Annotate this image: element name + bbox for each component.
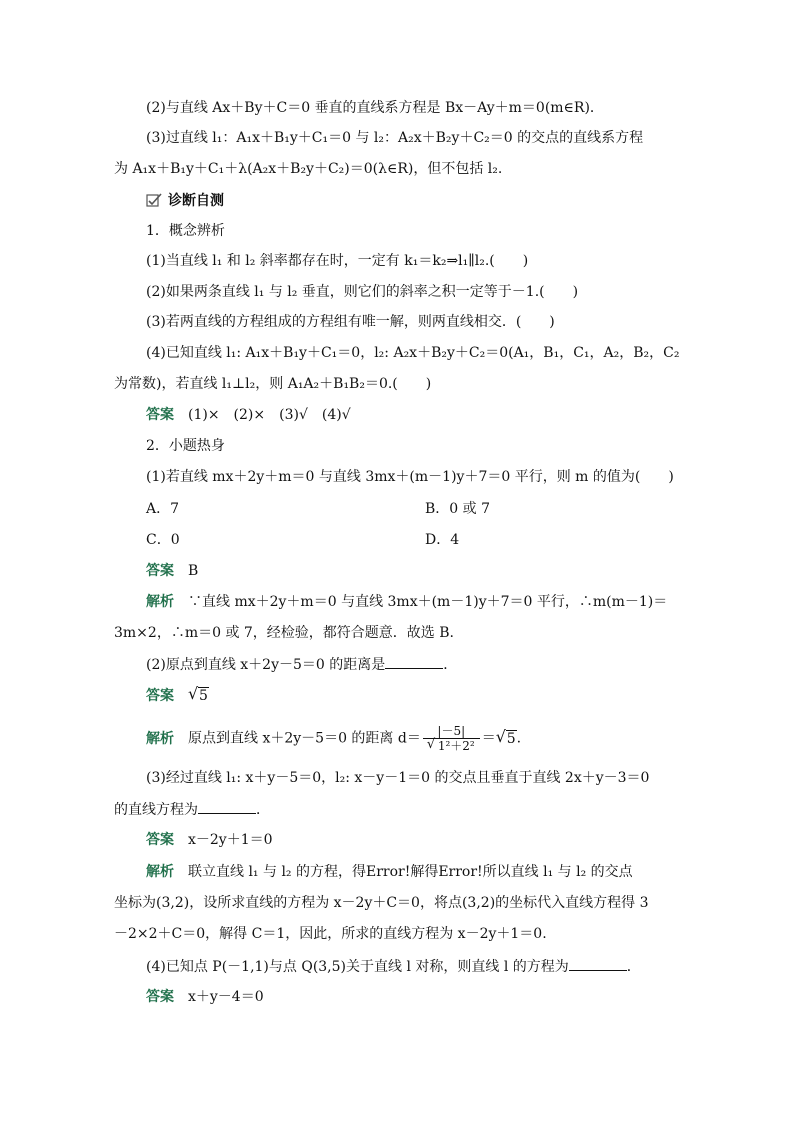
q1-item-4b: 为常数)，若直线 l₁⊥l₂，则 A₁A₂＋B₁B₂＝0.( ) — [114, 376, 432, 392]
stem-text: (4)已知点 P(－1,1)与点 Q(3,5)关于直线 l 对称，则直线 l 的方程为 — [146, 959, 569, 975]
q2-p3-answer — [146, 830, 273, 850]
q2-p3-analysis-2: 坐标为(3,2)，设所求直线的方程为 x－2y＋C＝0，将点(3,2)的坐标代入直线方程得 3 — [114, 895, 649, 911]
answer-label: 答案 — [146, 989, 174, 1005]
q2-title: 2．小题热身 — [146, 438, 225, 454]
q1-item-4a: (4)已知直线 l₁: A₁x＋B₁y＋C₁＝0，l₂: A₂x＋B₂y＋C₂＝0(A₁，B₁，C₁，A₂，B₂，C₂ — [146, 345, 680, 361]
analysis-label: 解析 — [146, 730, 174, 747]
option-b: B．0 或 7 — [425, 501, 491, 517]
answer-blank — [569, 956, 627, 971]
analysis-text: 联立直线 l₁ 与 l₂ 的方程，得Error!解得Error!所以直线 l₁ 与 l₂ 的交点 — [188, 864, 633, 880]
option-d: D．4 — [425, 532, 460, 548]
analysis-pre: 原点到直线 x＋2y－5＝0 的距离 d＝ — [188, 730, 421, 747]
stem-end: ． — [443, 657, 458, 673]
analysis-end: . — [516, 730, 522, 747]
intro-line-3b: 为 A₁x＋B₁y＋C₁＋λ(A₂x＋B₂y＋C₂)＝0(λ∈R)，但不包括 l₂. — [114, 161, 503, 177]
stem-end: ． — [256, 802, 270, 818]
q2-p3-analysis-3: －2×2＋C＝0，解得 C＝1，因此，所求的直线方程为 x－2y＋1＝0. — [114, 926, 547, 942]
sqrt-answer: √ 5 — [188, 684, 208, 704]
answer-text: x－2y＋1＝0 — [188, 832, 273, 848]
q2-p4-answer — [146, 987, 264, 1007]
q2-p2-analysis — [146, 724, 521, 753]
q2-p1-analysis-1 — [146, 592, 667, 612]
stem-end: ． — [626, 959, 641, 975]
answer-text: x＋y－4＝0 — [188, 989, 264, 1005]
q2-p1-analysis-2: 3m×2，∴m＝0 或 7，经检验，都符合题意．故选 B. — [114, 625, 454, 641]
answer-blank — [198, 799, 256, 814]
section-header — [146, 190, 224, 210]
answer-label: 答案 — [146, 688, 174, 704]
distance-fraction: |－5| √ 1²＋2² — [423, 724, 480, 753]
q1-answer — [146, 405, 351, 425]
q2-p3-stem-2 — [114, 799, 270, 820]
q2-p1-answer — [146, 561, 198, 581]
option-c: C．0 — [146, 532, 180, 548]
answer-label: 答案 — [146, 832, 174, 848]
section-title: 诊断自测 — [168, 193, 224, 209]
q1-title: 1．概念辨析 — [146, 223, 225, 239]
sqrt-result: √ 5 — [495, 726, 516, 747]
q2-p1-stem: (1)若直线 mx＋2y＋m＝0 与直线 3mx＋(m－1)y＋7＝0 平行，则 m 的值为( ) — [146, 469, 674, 485]
q2-p2-stem — [146, 654, 457, 675]
answer-text: B — [188, 563, 199, 579]
q2-p3-stem-1: (3)经过直线 l₁: x＋y－5＝0，l₂: x－y－1＝0 的交点且垂直于直线 2x＋y－3＝0 — [146, 770, 650, 786]
q2-p4-stem — [146, 956, 641, 977]
q2-p2-answer — [146, 686, 209, 706]
intro-line-3a: (3)过直线 l₁：A₁x＋B₁y＋C₁＝0 与 l₂：A₂x＋B₂y＋C₂＝0 的交点的直线系方程 — [146, 130, 644, 146]
answer-blank — [385, 654, 443, 669]
analysis-label: 解析 — [146, 864, 174, 880]
answer-label: 答案 — [146, 563, 174, 579]
answer-label: 答案 — [146, 407, 174, 423]
stem-text: (2)原点到直线 x＋2y－5＝0 的距离是 — [146, 657, 386, 673]
analysis-eq: ＝ — [481, 730, 496, 747]
stem-text: 的直线方程为 — [114, 802, 198, 818]
q1-item-1: (1)当直线 l₁ 和 l₂ 斜率都存在时，一定有 k₁＝k₂⇒l₁∥l₂.( ) — [146, 253, 529, 269]
analysis-text: ∵直线 mx＋2y＋m＝0 与直线 3mx＋(m－1)y＋7＝0 平行，∴m(m－1)＝ — [188, 594, 668, 610]
q1-item-3: (3)若两直线的方程组成的方程组有唯一解，则两直线相交．( ) — [146, 314, 555, 330]
q2-p3-analysis-1 — [146, 862, 633, 882]
check-pencil-icon — [146, 192, 162, 208]
option-a: A．7 — [146, 501, 180, 517]
intro-line-2: (2)与直线 Ax＋By＋C＝0 垂直的直线系方程是 Bx－Ay＋m＝0(m∈R)． — [146, 100, 604, 116]
answer-text: (1)× (2)× (3)√ (4)√ — [188, 407, 351, 423]
analysis-label: 解析 — [146, 594, 174, 610]
q1-item-2: (2)如果两条直线 l₁ 与 l₂ 垂直，则它们的斜率之积一定等于－1.( ) — [146, 284, 579, 300]
